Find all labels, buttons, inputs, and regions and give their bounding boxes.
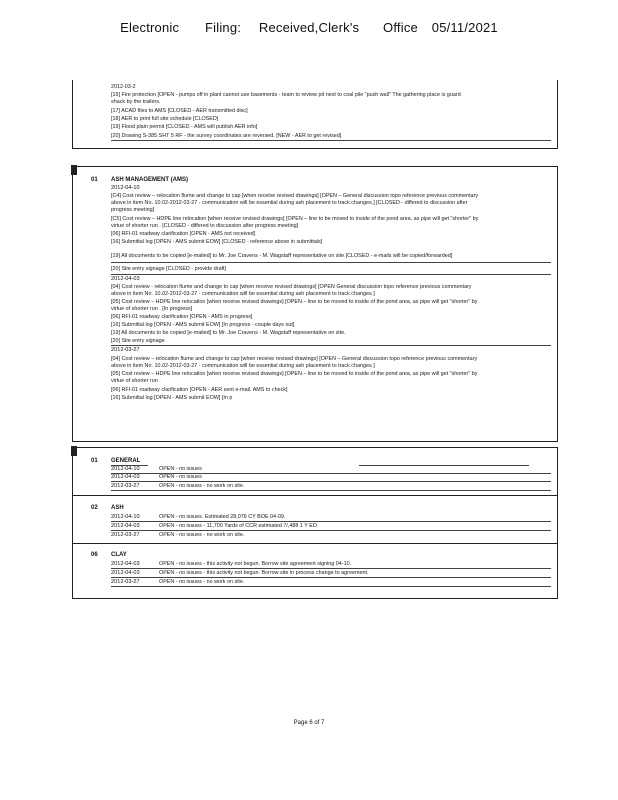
divider (111, 490, 551, 491)
block-line: [16] Submittal log [OPEN - AMS submit EOW] [In progress - couple days out] (111, 322, 295, 328)
block-line: virtue of shorter run . [CLOSED - differed to discussion after progress meeting] (111, 223, 299, 229)
block-line: [C4] Cost review – relocation flume and change to cap [when receive revised drawings] [OPEN – General discussion topo reference previous commentary (111, 193, 479, 199)
divider (111, 577, 551, 578)
block-line: [19] All documents to be copied [e-mailed] to Mr. Joe Cravens - M. Wagstaff representative on site.[CLOSED - e-mails will be copied/forwarded] (111, 253, 453, 259)
row-text: OPEN - no issues (159, 466, 202, 472)
section1-date: 2012-03-2 (111, 84, 136, 90)
row-date: 2012-04-03 (111, 570, 140, 576)
row-text: OPEN - no issues - this activity not begun. Borrow site in process change to agreement. (159, 570, 369, 576)
block-line: virtue of shorter run . [In progress] (111, 306, 193, 312)
block-line: [04] Cost review – relocation flume and change to cap [when receive revised drawings] [OPEN – General discussion topo reference previous commentary (111, 356, 478, 362)
block-line: [04] Cost review - relocation flume and change to cap [when receive revised drawings] [OPEN General discussion topo reference previous commentary (111, 284, 472, 290)
block-line: above in item No. 10.02-2012-03-27 - communication will be essential during ash placement to track changes.] (111, 363, 375, 369)
divider (111, 568, 551, 569)
divider (111, 262, 551, 263)
block-line: [20] Site entry signage (111, 338, 165, 344)
section1-line: [18] AER to print full site schedule [CLOSED] (111, 116, 219, 122)
block-line: progress meeting] (111, 207, 155, 213)
block-line: [06] RFI-01 roadway clarification [OPEN - AMS in progress] (111, 314, 253, 320)
divider (111, 521, 551, 522)
block-date: 2012-03-27 (111, 347, 140, 353)
block-line: [19] All documents to be copied [e-mailed] to Mr. Joe Cravens - M. Wagstaff representative on site. (111, 330, 346, 336)
block-date: 2012-04-10 (111, 185, 140, 191)
group-title: GENERAL (111, 458, 141, 464)
block-line: [C5] Cost review – HDPE line relocation [when receive revised drawings] [OPEN – line to be moved to inside of the pond area, as pipe will get "shorter" by (111, 216, 479, 222)
header-date: 05/11/2021 (431, 20, 498, 35)
section1-line: [17] ACAD files to AMS [CLOSED - AER transmitted disc] (111, 108, 248, 114)
block-line: [05] Cost review – HDPE line relocation [when receive revised drawings] [OPEN – line to be moved to inside of the pond area, as pipe will get "shorter" by (111, 299, 478, 305)
row-text: OPEN - no issues (159, 474, 202, 480)
row-text: OPEN - no issues - no work on site. (159, 532, 245, 538)
header-electronic: Electronic (120, 20, 180, 35)
section-status-summary (72, 447, 558, 599)
filing-header (0, 20, 618, 35)
divider (73, 543, 557, 544)
row-date: 2012-04-03 (111, 523, 140, 529)
row-text: OPEN - no issues - 11,700 Yards of CCR estimated 7/,488 1 Y EO (159, 523, 318, 529)
section2-number: 01 (91, 177, 98, 183)
block-line: [06] RFI-01 roadway clarification [OPEN - AMS not received] (111, 231, 256, 237)
row-date: 2012-04-10 (111, 514, 140, 520)
divider (111, 345, 551, 346)
section1-line: [20] Drawing S-385 SHT 5 RF - the survey coordinates are reversed. [NEW - AER to get revised] (111, 133, 551, 141)
section1-line: [15] Fire protection [OPEN - pumps off in plant cannot use basements - team to review pit next to coal pile "push wall" The gathering place is guard (111, 92, 461, 98)
section2-title: ASH MANAGEMENT (AMS) (111, 177, 188, 183)
row-date: 2012-04-10 (111, 466, 140, 472)
block-line: [16] Submittal log [OPEN - AMS submit EOW] [CLOSED - reference above in submittals] (111, 239, 323, 245)
divider (111, 586, 551, 587)
section-marker (71, 446, 77, 456)
section-fire-protection (72, 80, 558, 149)
group-number: 02 (91, 505, 98, 511)
block-line: above in item No. 10.02-2012-03-27 - communication will be essential during ash placement to track changes.] [CLOSED - differed to discussion after (111, 200, 468, 206)
page-number: Page 6 of 7 (293, 720, 325, 726)
row-text: OPEN - no issues - this activity not begun. Borrow site agreement signing 04-10. (159, 561, 352, 567)
row-date: 2012-03-27 (111, 532, 140, 538)
block-line: [06] RFI-01 roadway clarification [OPEN - AER sent e-mail. AMS to check] (111, 387, 288, 393)
row-date: 2012-04-03 (111, 474, 140, 480)
section-marker (71, 165, 77, 175)
section1-line: shack by the trailers. (111, 99, 161, 105)
group-number: 01 (91, 458, 98, 464)
divider (111, 481, 551, 482)
group-title: ASH (111, 505, 124, 511)
block-line: above in item No. 10.02-2012-03-27 - communication will be essential during ash placement to track changes.] (111, 291, 375, 297)
block-date: 2012-04-03 (111, 276, 140, 282)
header-office: Office (383, 20, 418, 35)
block-line: virtue of shorter run . (111, 378, 161, 384)
row-date: 2012-03-27 (111, 483, 140, 489)
row-text: OPEN - no issues - no work on site. (159, 483, 245, 489)
group-number: 06 (91, 552, 98, 558)
block-line: [05] Cost review – HDPE line relocation [when receive revised drawings] [OPEN – line to be moved to inside of the pond area, as pipe will get "shorter" by (111, 371, 478, 377)
header-filing: Filing: (205, 20, 242, 35)
block-line: [20] Site entry signage [CLOSED - provide draft] (111, 266, 227, 272)
divider (73, 495, 557, 496)
header-received: Received,Clerk's (258, 20, 360, 35)
divider (111, 530, 551, 531)
row-text: OPEN - no issues. Estimated 28,076 CY BOE 04-09. (159, 514, 286, 520)
block-line: [16] Submittal log [OPEN - AMS submit EOW] [In p (111, 395, 233, 401)
divider (111, 274, 551, 275)
group-title: CLAY (111, 552, 127, 558)
section1-line: [19] Flood plain permit [CLOSED - AMS will publish AER info] (111, 124, 258, 130)
divider (359, 465, 529, 466)
row-date: 2012-03-27 (111, 579, 140, 585)
section-ash-management (72, 166, 558, 442)
row-date: 2012-04-03 (111, 561, 140, 567)
row-text: OPEN - no issues - no work on site. (159, 579, 245, 585)
